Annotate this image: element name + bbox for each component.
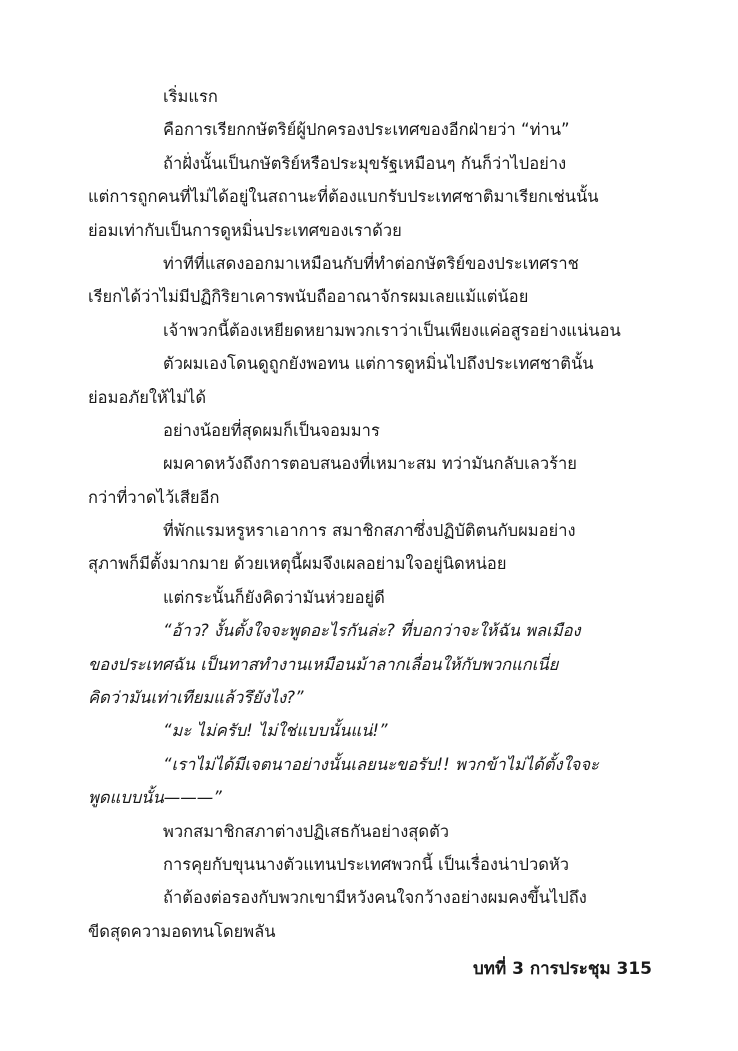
page-body: [88, 80, 652, 948]
text-line: ผมคาดหวังถึงการตอบสนองที่เหมาะสม ทว่ามันกลับเลวร้าย: [163, 454, 577, 474]
text-line: สุภาพก็มีตั้งมากมาย ด้วยเหตุนี้ผมจึงเผลอย่ามใจอยู่นิดหน่อย: [88, 554, 507, 574]
text-line: ท่าทีที่แสดงออกมาเหมือนกับที่ทำต่อกษัตริย์ของประเทศราช: [163, 253, 579, 273]
text-line: ย่อมอภัยให้ไม่ได้: [88, 387, 207, 407]
text-line: คือการเรียกกษัตริย์ผู้ปกครองประเทศของอีกฝ่ายว่า “ท่าน”: [163, 120, 570, 140]
text-line: เจ้าพวกนี้ต้องเหยียดหยามพวกเราว่าเป็นเพียงแค่อสูรอย่างแน่นอน: [163, 320, 621, 340]
dialogue-line: “มะ ไม่ครับ! ไม่ใช่แบบนั้นแน่!”: [163, 721, 388, 741]
dialogue-line: “เราไม่ได้มีเจตนาอย่างนั้นเลยนะขอรับ!! พวกข้าไม่ได้ตั้งใจจะ: [163, 754, 599, 774]
text-line: ขีดสุดความอดทนโดยพลัน: [88, 921, 276, 941]
text-line: ถ้าต้องต่อรองกับพวกเขามีหวังคนใจกว้างอย่างผมคงขึ้นไปถึง: [163, 888, 587, 908]
text-line: ย่อมเท่ากับเป็นการดูหมิ่นประเทศของเราด้วย: [88, 220, 402, 240]
text-line: เริ่มแรก: [163, 87, 218, 106]
text-line: พวกสมาชิกสภาต่างปฏิเสธกันอย่างสุดตัว: [163, 821, 450, 841]
text-line: กว่าที่วาดไว้เสียอีก: [88, 487, 220, 507]
page-footer: บทที่ 3 การประชุม 315: [472, 959, 652, 979]
text-line: แต่การถูกคนที่ไม่ได้อยู่ในสถานะที่ต้องแบกรับประเทศชาติมาเรียกเช่นนั้น: [88, 187, 599, 207]
dialogue-line: คิดว่ามันเท่าเทียมแล้วรึยังไง?”: [88, 688, 304, 708]
dialogue-line: “อ้าว? งั้นตั้งใจจะพูดอะไรกันล่ะ? ที่บอกว่าจะให้ฉัน พลเมือง: [163, 621, 581, 641]
text-line: การคุยกับขุนนางตัวแทนประเทศพวกนี้ เป็นเรื่องน่าปวดหัว: [163, 854, 570, 874]
text-line: เรียกได้ว่าไม่มีปฏิกิริยาเคารพนับถืออาณาจักรผมเลยแม้แต่น้อย: [88, 287, 529, 307]
dialogue-line: พูดแบบนั้น———”: [88, 788, 222, 808]
text-line: ที่พักแรมหรูหราเอาการ สมาชิกสภาซึ่งปฏิบัติตนกับผมอย่าง: [163, 521, 576, 541]
text-line: ถ้าฝั่งนั้นเป็นกษัตริย์หรือประมุขรัฐเหมือนๆ กันก็ว่าไปอย่าง: [163, 153, 567, 173]
dialogue-line: ของประเทศฉัน เป็นทาสทำงานเหมือนม้าลากเลื่อนให้กับพวกแกเนี่ย: [88, 654, 559, 674]
text-line: อย่างน้อยที่สุดผมก็เป็นจอมมาร: [163, 420, 380, 440]
text-line: แต่กระนั้นก็ยังคิดว่ามันห่วยอยู่ดี: [163, 587, 385, 607]
text-line: ตัวผมเองโดนดูถูกยังพอทน แต่การดูหมิ่นไปถึงประเทศชาตินั้น: [163, 354, 594, 374]
